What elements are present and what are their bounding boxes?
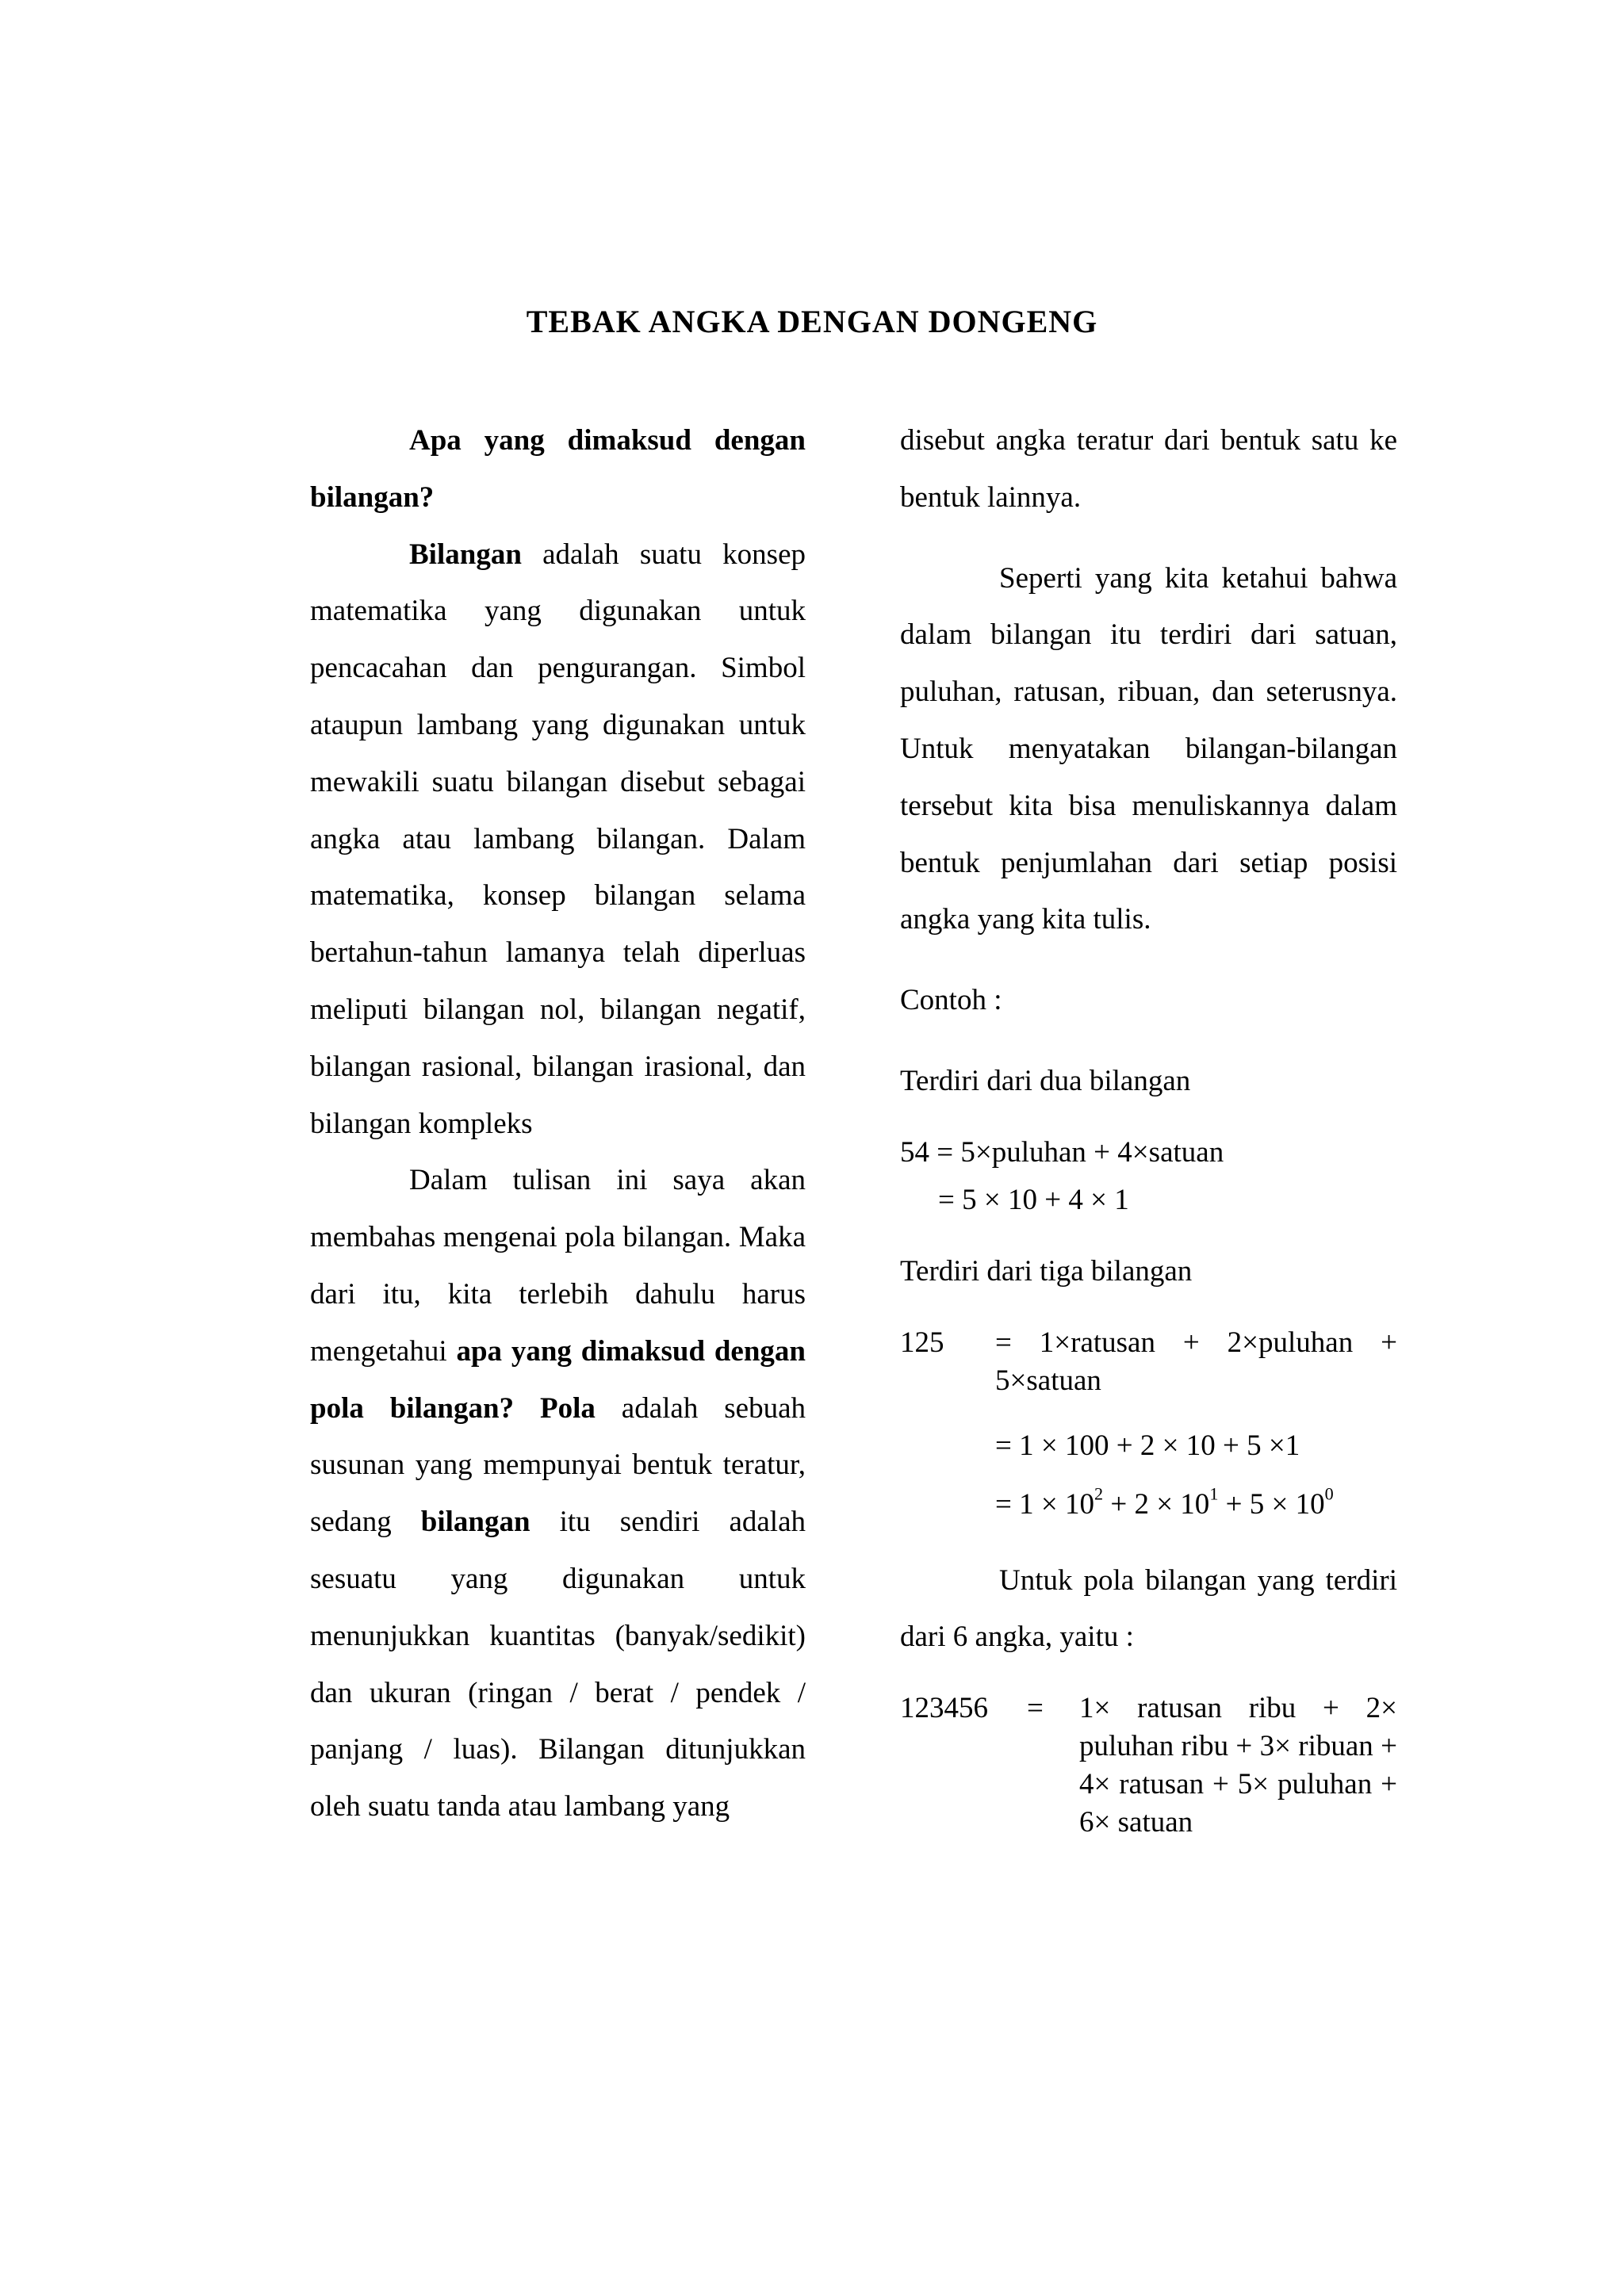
example3-equation [900,1689,1397,1842]
example3-lhs: 123456 [900,1692,988,1725]
example2-line1: = 1×ratusan + 2×puluhan + 5×satuan [995,1326,1397,1397]
example2-line3-b: + 2 × 10 [1103,1487,1210,1521]
example3-body: 1× ratusan ribu + 2× puluhan ribu + 3× ribuan + 4× ratusan + 5× puluhan + 6× satuan [1079,1692,1397,1839]
pola-definition-text: adalah sebuah susunan yang mempunyai bentuk teratur, sedang [310,1391,806,1539]
exponent-2: 2 [1094,1483,1104,1503]
example2-line3-c: + 5 × 10 [1218,1487,1325,1521]
contoh-label: Contoh : [900,984,1002,1017]
continued-text: disebut angka teratur dari bentuk satu ke bentuk lainnya. [900,424,1397,514]
right-column [900,412,1397,1842]
exponent-0: 0 [1324,1483,1334,1503]
example2-line2: = 1 × 100 + 2 × 10 + 5 ×1 [995,1429,1300,1462]
example1-line1: 54 = 5×puluhan + 4×satuan [900,1135,1224,1169]
paragraph-six-digits: Untuk pola bilangan yang terdiri dari 6 angka, yaitu : [900,1563,1397,1654]
example2-line3 [900,1483,1397,1524]
example2-label: Terdiri dari tiga bilangan [900,1254,1193,1288]
page-title: TEBAK ANGKA DENGAN DONGENG [526,304,1098,339]
bilangan-definition-text: itu sendiri adalah sesuatu yang digunakan untuk menunjukkan kuantitas (banyak/sedikit) dan ukuran (ringan / berat / pendek / panjang / luas). Bilangan ditunjukkan oleh suatu tanda atau lambang yang [310,1506,806,1823]
term-pola: Pola [540,1391,596,1425]
term-bilangan: Bilangan [409,538,522,571]
example2-lhs: 125 [900,1326,944,1359]
example1-line2: = 5 × 10 + 4 × 1 [938,1183,1129,1216]
paragraph-place-value: Seperti yang kita ketahui bahwa dalam bilangan itu terdiri dari satuan, puluhan, ratusan, ribuan, dan seterusnya. Untuk menyatakan bilangan-bilangan tersebut kita bisa menuliskannya dalam bentuk penjumlahan dari setiap posisi angka yang kita tulis. [900,561,1397,936]
exponent-1: 1 [1209,1483,1219,1503]
example2-line3-a: = 1 × 10 [995,1487,1094,1521]
question-heading: Apa yang dimaksud dengan bilangan? [310,424,806,514]
pola-question: apa yang dimaksud dengan pola bilangan? [310,1334,806,1425]
example2-equation [900,1324,1397,1400]
left-column [310,412,806,1835]
definition-text: adalah suatu konsep matematika yang digunakan untuk pencacahan dan pengurangan. Simbol ataupun lambang yang digunakan untuk mewakili suatu bilangan disebut sebagai angka atau lambang bilangan. Dalam matematika, konsep bilangan selama bertahun-tahun lamanya telah diperluas meliputi bilangan nol, bilangan negatif, bilangan rasional, bilangan irasional, dan bilangan kompleks [310,538,806,1140]
paragraph-pola [310,1152,806,1835]
paragraph-definition [310,526,806,1153]
term-bilangan-2: bilangan [420,1506,530,1539]
pola-intro-text: Dalam tulisan ini saya akan membahas mengenai pola bilangan. Maka dari itu, kita terlebih dahulu harus mengetahui [310,1164,806,1368]
example1-label: Terdiri dari dua bilangan [900,1064,1191,1097]
example3-equals: = [1027,1692,1044,1725]
